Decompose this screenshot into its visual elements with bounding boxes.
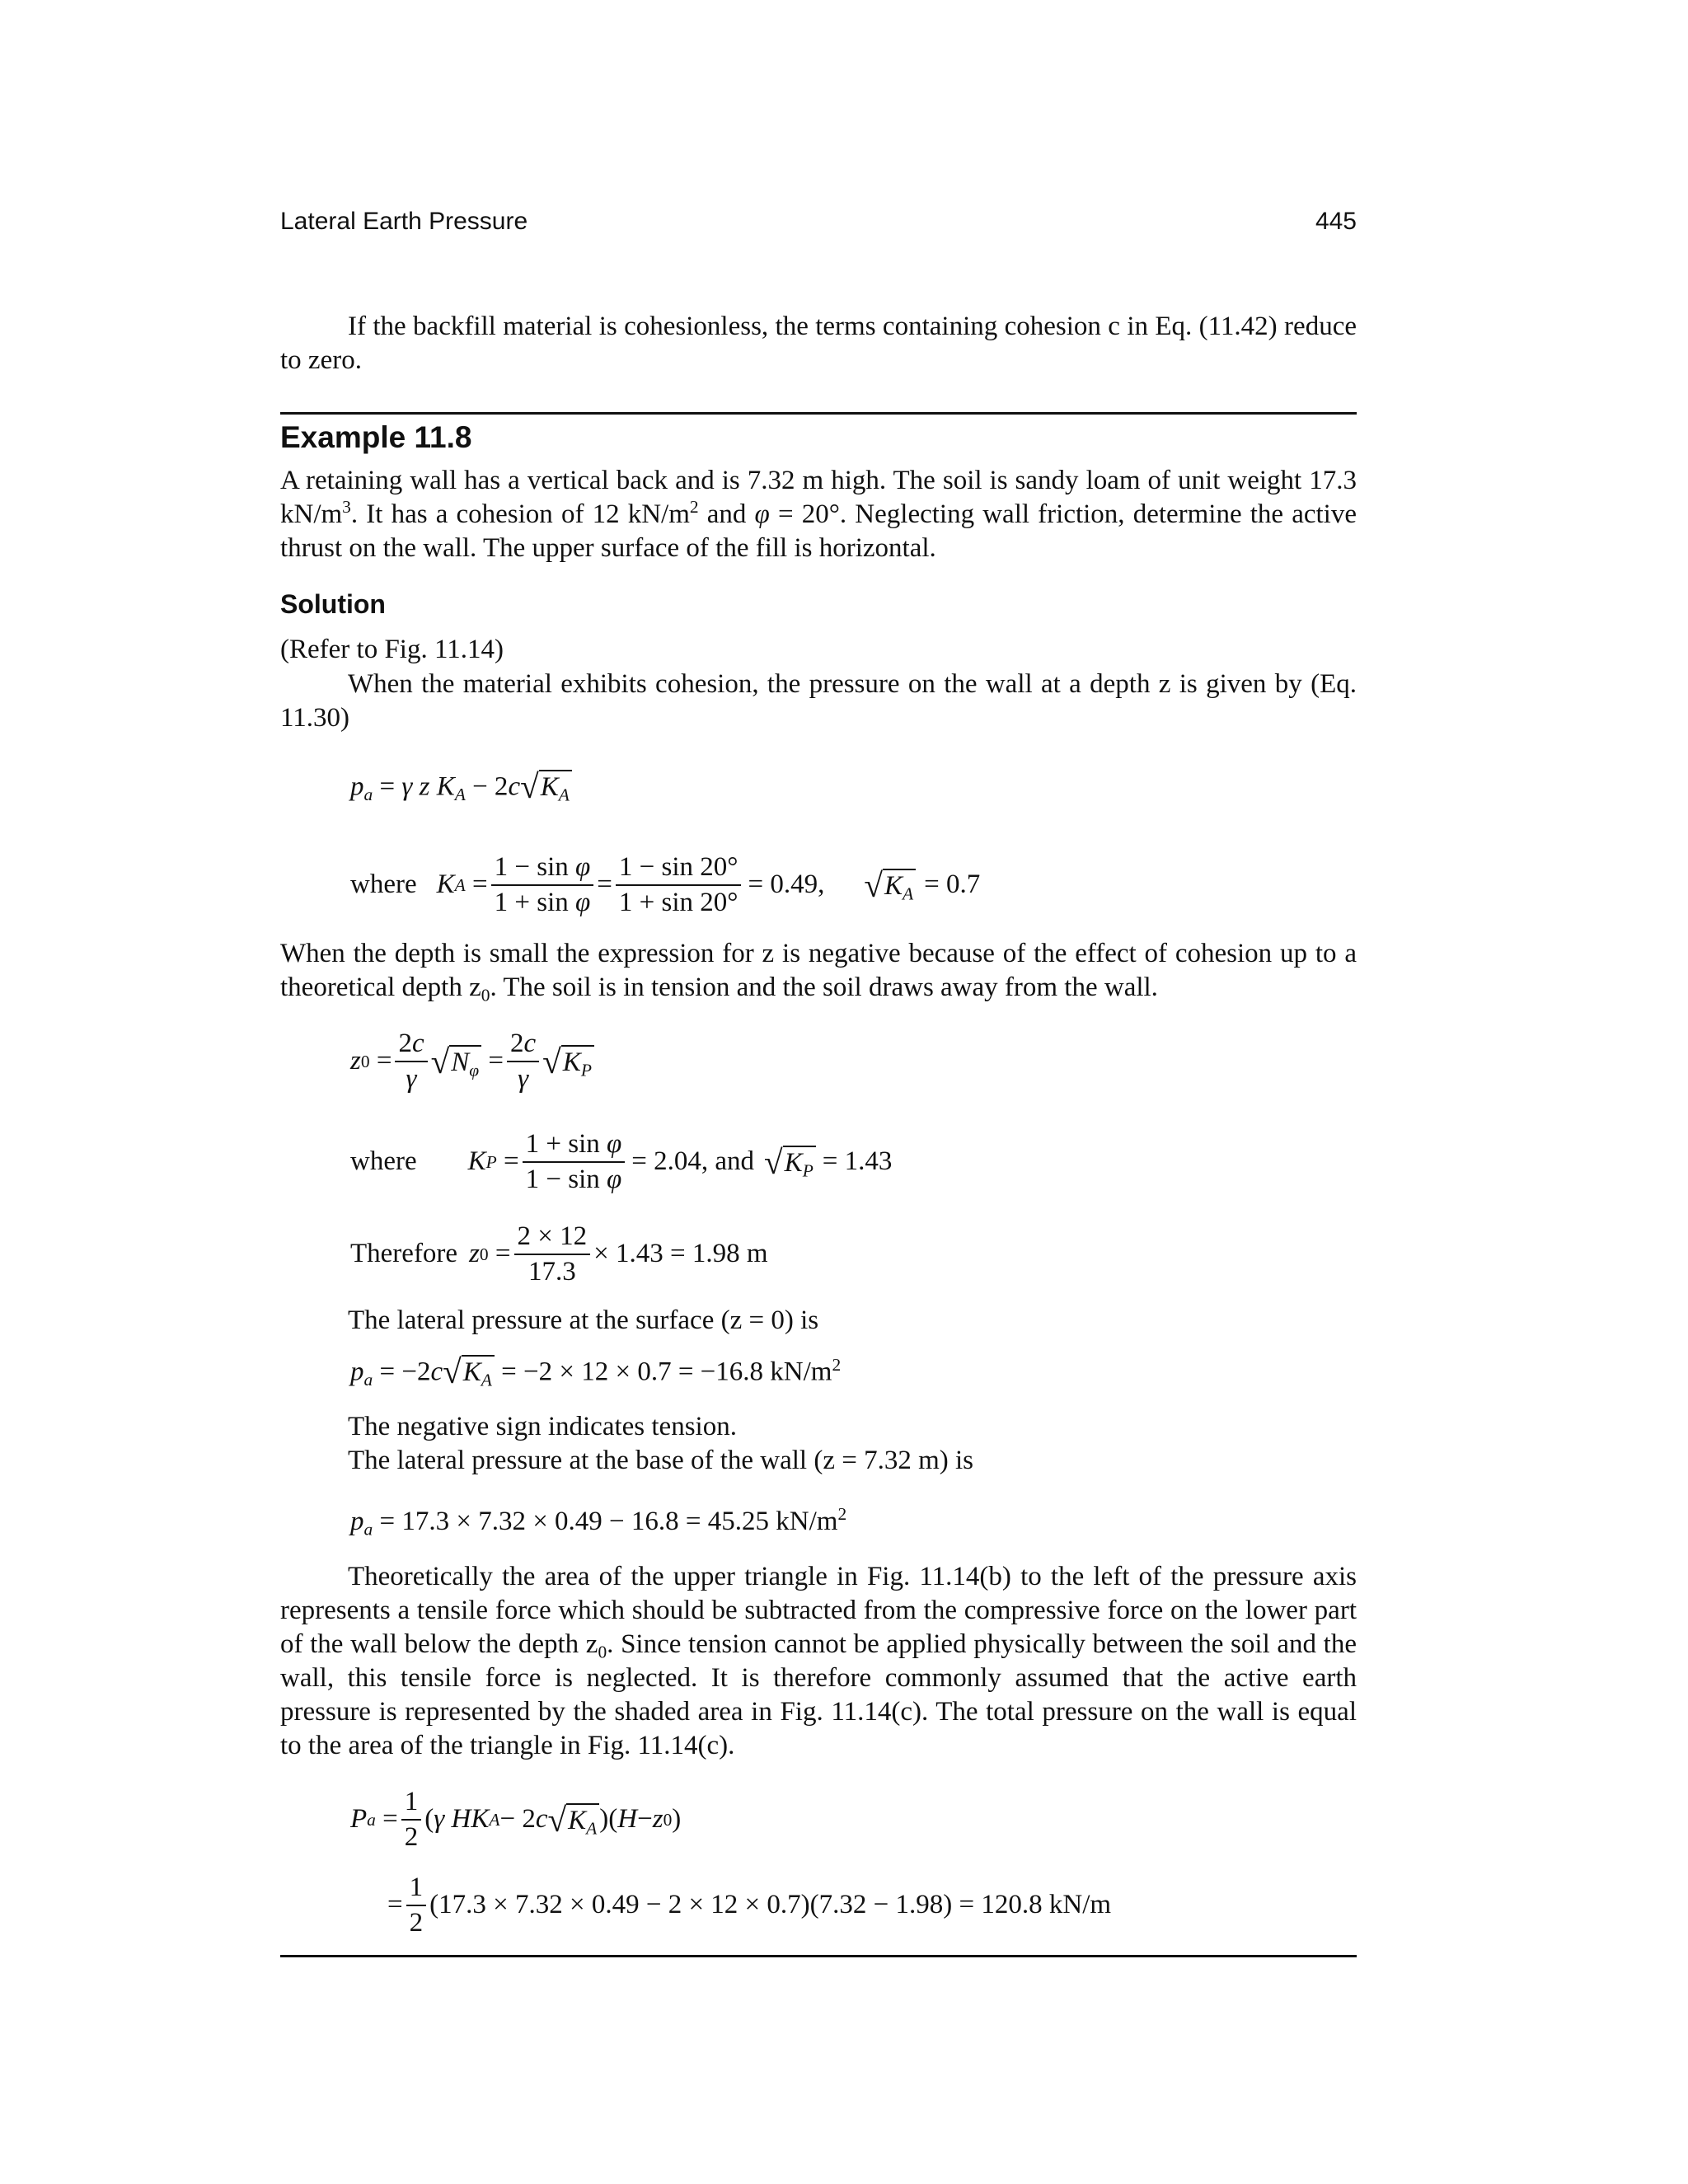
sqrt-kp-value: = 1.43 xyxy=(822,1146,893,1177)
para2-part-b: . The soil is in tension and the soil draws away from the wall. xyxy=(490,972,1158,1002)
negative-sign-text: The negative sign indicates tension. xyxy=(348,1412,737,1441)
z0-value: × 1.43 = 1.98 m xyxy=(593,1239,768,1269)
equation-pa-surface: $p_a = -2c√K_A = -2 \times 12 \times 0.7 = -16.8$ $kN/m^2$ xyxy=(350,1352,842,1390)
solution-para-3: Theoretically the area of the upper triangle in Fig. 11.14(b) to the left of the pressure axis represents a tensile force which should be subtracted from the compressive force on the lower part of the wall below the depth $z_0$. Since tension cannot be applied physically between the soil and the wall, this tensile force is neglected. It is therefore commonly assumed that the active earth pressure is represented by the shaded area in Fig. 11.14(c). The total pressure on the wall is equal to the area of the triangle in Fig. 11.14(c). xyxy=(280,1562,1357,1760)
therefore-label: Therefore xyxy=(350,1239,458,1269)
where-label-2: where xyxy=(350,1146,417,1177)
statement-part-4: = 20°. Neglecting wall friction, determine the active thrust on the wall. The upper surface of the fill is horizontal. xyxy=(280,499,1357,563)
sqrt-ka-value: = 0.7 xyxy=(924,869,981,900)
page-number: 445 xyxy=(1315,208,1357,235)
equation-z0: z 0 = $\frac{2c}{\gamma}$ $√N_\varphi$ = $\frac{2c}{\gamma}$ $√K_P$ xyxy=(350,1029,594,1094)
kp-value: = 2.04, and xyxy=(631,1146,755,1177)
equation-pa-total: P a = $\frac{1}{2}$ ( γ HK A − 2 c $√K_A$ )( H − z 0 ) xyxy=(350,1787,682,1852)
intro-paragraph: If the backfill material is cohesionless, the terms containing cohesion c in Eq. (11.42) reduce to zero. xyxy=(280,312,1357,375)
equation-pa-general: $p_a = \gamma$ z $K_A - 2c√K_A$ xyxy=(350,766,572,806)
equation-pa-result: = $\frac{1}{2}$ (17.3 × 7.32 × 0.49 − 2 × 12 × 0.7)(7.32 − 1.98) = 120.8 kN/m xyxy=(387,1872,1112,1938)
surface-text: The lateral pressure at the surface (z = 0) is xyxy=(348,1305,819,1335)
running-title: Lateral Earth Pressure xyxy=(280,208,528,235)
equation-ka: where K A = $\frac{\text{1 − sin φ}}{\text{1 + sin φ}}$ = $\frac{1 - \sin 20^\circ}{1 + \sin 20^\circ}$ = 0.49, $√K_A$ = 0.7 xyxy=(350,852,981,917)
example-statement: A retaining wall has a vertical back and is 7.32 m high. The soil is sandy loam of unit weight 17.3 $kN/m^3$. It has a cohesion of 12 $kN/m^2$ and φ = 20°. Neglecting wall friction, determine the active thrust on the wall. The upper surface of the fill is horizontal. xyxy=(280,466,1357,563)
example-top-rule xyxy=(280,412,1357,415)
statement-part-2: . It has a cohesion of 12 kN/m xyxy=(350,499,690,529)
solution-para-2: When the depth is small the expression for z is negative because of the effect of cohesion up to a theoretical depth $z_0$. The soil is in tension and the soil draws away from the wall. xyxy=(280,939,1357,1005)
solution-para-1: When the material exhibits cohesion, the pressure on the wall at a depth z is given by (Eq. 11.30) xyxy=(280,669,1357,733)
final-value: (17.3 × 7.32 × 0.49 − 2 × 12 × 0.7)(7.32 − 1.98) = 120.8 kN/m xyxy=(429,1890,1112,1920)
where-label-1: where xyxy=(350,869,417,900)
refer-note: (Refer to Fig. 11.14) xyxy=(280,635,504,664)
example-bottom-rule xyxy=(280,1955,1357,1957)
solution-heading: Solution xyxy=(280,589,386,619)
para3-part-b: . Since tension cannot be applied physically between the soil and the wall, this tensile force is neglected. It is therefore commonly assumed that the active earth pressure is represented by the shaded area in Fig. 11.14(c). The total pressure on the wall is equal to the area of the triangle in Fig. 11.14(c). xyxy=(280,1629,1357,1760)
pa-base-value: = 17.3 × 7.32 × 0.49 − 16.8 = 45.25 kN/m xyxy=(379,1507,838,1536)
ka-value: = 0.49, xyxy=(748,869,825,900)
para2-part-a: When the depth is small the expression for z is negative because of the effect of cohesion up to a theoretical depth z xyxy=(280,939,1357,1002)
pa-surface-value: = −2 × 12 × 0.7 = −16.8 kN/m xyxy=(501,1357,832,1387)
equation-kp: where K P = $\frac{\text{1 + sin φ}}{\text{1 − sin φ}}$ = 2.04, and $√K_P$ = 1.43 xyxy=(350,1129,893,1194)
statement-part-3: and xyxy=(698,499,755,529)
example-title: Example 11.8 xyxy=(280,420,472,454)
statement-part-1: A retaining wall has a vertical back and is 7.32 m high. The soil is sandy loam of unit weight 17.3 kN/m xyxy=(280,466,1357,529)
base-pressure-text: The lateral pressure at the base of the wall (z = 7.32 m) is xyxy=(348,1446,973,1475)
equation-pa-base: $p_a = 17.3 \times 7.32 \times 0.49 - 16.8 = 45.25$ $kN/m^2$ xyxy=(350,1504,847,1540)
para3-part-a: Theoretically the area of the upper triangle in Fig. 11.14(b) to the left of the pressure axis represents a tensile force which should be subtracted from the compressive force on the lower part of the wall below the depth z xyxy=(280,1562,1357,1659)
equation-z0-value: Therefore z 0 = $\frac{2 \times 12}{17.3}$ × 1.43 = 1.98 m xyxy=(350,1221,768,1286)
